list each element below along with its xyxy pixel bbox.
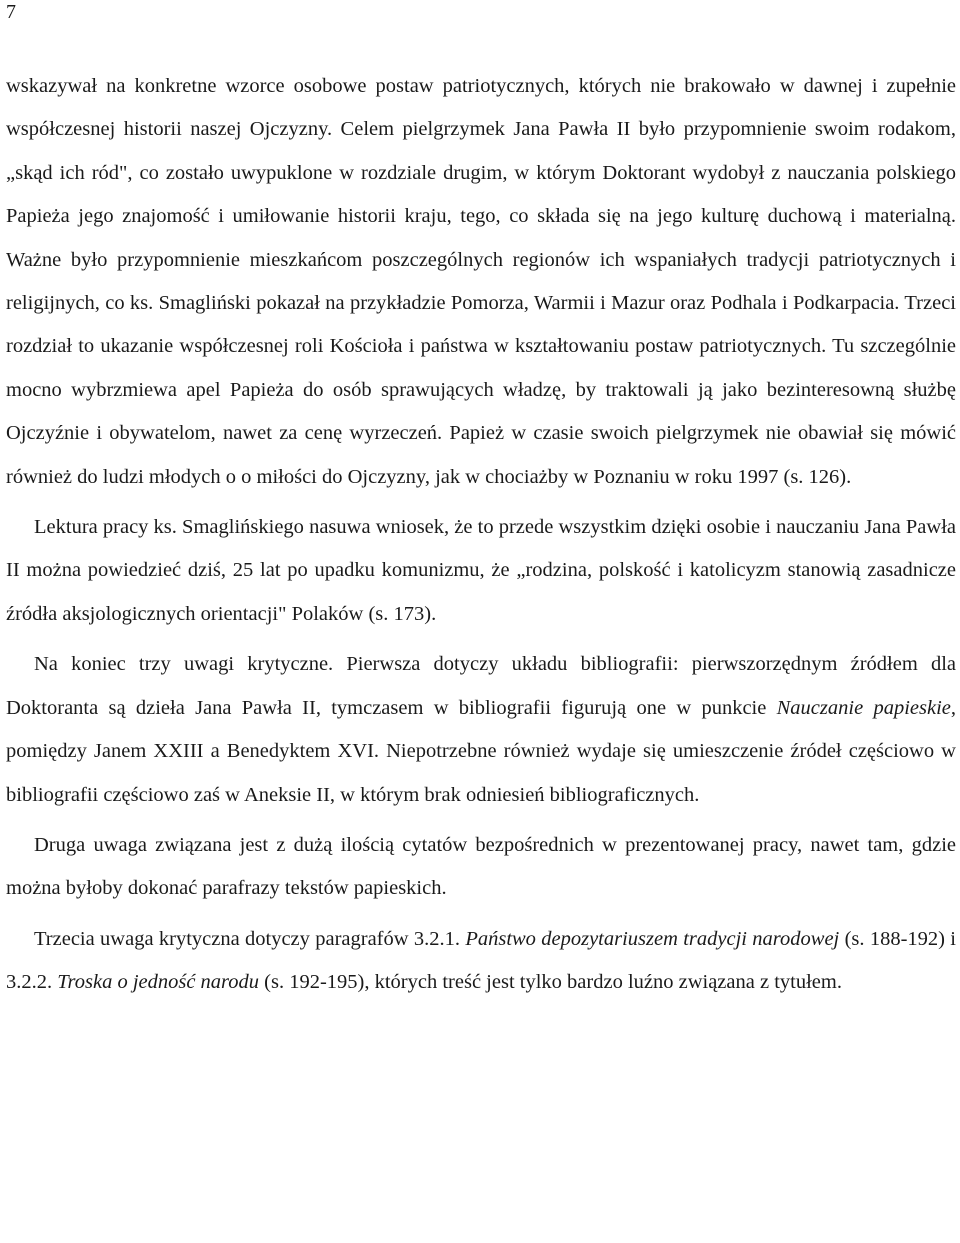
paragraph-4-text: Druga uwaga związana jest z dużą ilością cytatów bezpośrednich w prezentowanej pracy, nawet tam, gdzie można byłoby dokonać parafrazy tekstów papieskich. xyxy=(6,833,956,900)
paragraph-3-italic-title: Nauczanie papieskie xyxy=(776,696,951,719)
paragraph-1-text: wskazywał na konkretne wzorce osobowe postaw patriotycznych, których nie brakowało w dawnej i zupełnie współczesnej historii naszej Ojczyzny. Celem pielgrzymek Jana Pawła II było przypomnienie swoim rodakom, „skąd ich ród", co zostało uwypuklone w rozdziale drugim, w którym Doktorant wydobył z nauczania polskiego Papieża jego znajomość i umiłowanie historii kraju, tego, co składa się na jego kulturę duchową i materialną. Ważne było przypomnienie mieszkańcom poszczególnych regionów ich wspaniałych tradycji patriotycznych i religijnych, co ks. Smagliński pokazał na przykładzie Pomorza, Warmii i Mazur oraz Podhala i Podkarpacia. Trzeci rozdział to ukazanie współczesnej roli Kościoła i państwa w kształtowaniu postaw patriotycznych. Tu szczególnie mocno wybrzmiewa apel Papieża do osób sprawujących władzę, by traktowali ją jako bezinteresowną służbę Ojczyźnie i obywatelom, nawet za cenę wyrzeczeń. Papież w czasie swoich pielgrzymek nie obawiał się mówić również do ludzi młodych o o miłości do Ojczyzny, jak w chociażby w Poznaniu w roku 1997 (s. 126). xyxy=(6,75,956,488)
paragraph-1 xyxy=(6,65,956,499)
paragraph-3-text-b: , pomiędzy Janem XXIII a Benedyktem XVI. Niepotrzebne również wydaje się umieszczenie źródeł częściowo w bibliografii częściowo zaś w Aneksie II, w którym brak odniesień bibliograficznych. xyxy=(6,696,956,806)
paragraph-5 xyxy=(6,918,956,1005)
paragraph-3 xyxy=(6,643,956,817)
page-number: 7 xyxy=(6,1,16,23)
paragraph-5-italic-title-1: Państwo depozytariuszem tradycji narodowej xyxy=(465,927,840,950)
document-body xyxy=(6,65,956,1005)
paragraph-3-text-a: Na koniec trzy uwagi krytyczne. Pierwsza dotyczy układu bibliografii: pierwszorzędnym źródłem dla Doktoranta są dzieła Jana Pawła II, tymczasem w bibliografii figurują one w punkcie xyxy=(6,653,956,719)
paragraph-5-text-a: Trzecia uwaga krytyczna dotyczy paragrafów 3.2.1. xyxy=(34,927,466,950)
paragraph-5-text-c: (s. 192-195), których treść jest tylko bardzo luźno związana z tytułem. xyxy=(259,971,842,994)
paragraph-4 xyxy=(6,824,956,911)
paragraph-2-text: Lektura pracy ks. Smaglińskiego nasuwa wniosek, że to przede wszystkim dzięki osobie i nauczaniu Jana Pawła II można powiedzieć dziś, 25 lat po upadku komunizmu, że „rodzina, polskość i katolicyzm stanowią zasadnicze źródła aksjologicznych orientacji" Polaków (s. 173). xyxy=(6,516,956,625)
paragraph-5-italic-title-2: Troska o jedność narodu xyxy=(57,971,260,994)
paragraph-2 xyxy=(6,506,956,636)
paragraph-5-text-b: (s. 188-192) i 3.2.2. xyxy=(6,927,956,994)
